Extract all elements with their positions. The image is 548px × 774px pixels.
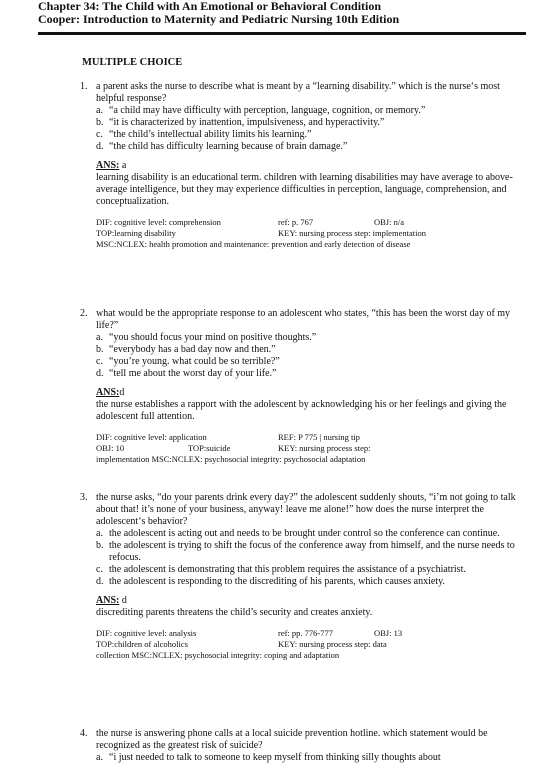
answer-label: ANS: [96, 595, 120, 606]
option-c: c. the adolescent is demonstrating that this problem requires the assistance of a psychiatrist. [96, 564, 466, 575]
meta-key: KEY: nursing process step: implementation [278, 228, 426, 238]
meta-topic: TOP:suicide [188, 443, 231, 453]
document-header [38, 0, 518, 26]
meta-objective: OBJ: n/a [374, 217, 404, 227]
question-text: the nurse asks, “do your parents drink every day?” the adolescent suddenly shouts, “i’m not going to talk about that! it’s none of your business, anyway! leave me alone!” how does the nurse interpret the adolescent‘s behavior? [96, 492, 516, 527]
question-metadata [96, 432, 520, 465]
option-b: b. “everybody has a bad day now and then.” [96, 344, 276, 355]
meta-key: KEY: nursing process step: [278, 443, 371, 453]
meta-msc: collection MSC:NCLEX: psychosocial integrity: coping and adaptation [96, 650, 340, 660]
answer [96, 387, 520, 399]
option-a: a. “you should focus your mind on positive thoughts.” [96, 332, 317, 343]
question-number: 4. [80, 728, 88, 739]
rationale: discrediting parents threatens the child’s security and creates anxiety. [96, 607, 373, 618]
question-text: the nurse is answering phone calls at a local suicide prevention hotline. which statement would be recognized as the greatest risk of suicide? [96, 728, 488, 751]
option-a: a. “a child may have difficulty with perception, language, cognition, or memory.” [96, 105, 426, 116]
meta-reference: ref: pp. 776-777 [278, 628, 334, 638]
question-metadata [96, 628, 520, 661]
question-4 [80, 728, 520, 764]
question-3 [80, 492, 520, 661]
answer [96, 160, 520, 172]
answer-value: a [121, 160, 127, 171]
meta-key: KEY: nursing process step: data [278, 639, 387, 649]
meta-topic: TOP:learning disability [96, 228, 176, 238]
meta-reference: REF: P 775 | nursing tip [278, 432, 360, 442]
question-number: 2. [80, 308, 88, 319]
rationale: the nurse establishes a rapport with the adolescent by acknowledging his or her feelings and giving the adolescent full attention. [96, 399, 507, 422]
option-a: a. the adolescent is acting out and needs to be brought under control so the conference can continue. [96, 528, 500, 539]
question-number: 1. [80, 81, 88, 92]
meta-reference: ref: p. 767 [278, 217, 314, 227]
meta-msc: MSC:NCLEX: health promotion and maintenance: prevention and early detection of disease [96, 239, 411, 249]
question-2 [80, 308, 520, 465]
chapter-title: Chapter 34: The Child with An Emotional or Behavioral Condition [38, 0, 382, 13]
option-b: b. the adolescent is trying to shift the focus of the conference away from himself, and the nurse needs to refocus. [96, 540, 515, 563]
question-metadata [96, 217, 520, 250]
option-d: d. “tell me about the worst day of your life.” [96, 368, 277, 379]
option-c: c. “the child’s intellectual ability limits his learning.” [96, 129, 312, 140]
option-a: a. “i just needed to talk to someone to keep myself from thinking silly thoughts about [96, 752, 441, 763]
option-d: d. the adolescent is responding to the discrediting of his parents, which causes anxiety. [96, 576, 445, 587]
meta-difficulty: DIF: cognitive level: comprehension [96, 217, 221, 227]
answer-value: d [121, 595, 127, 606]
header-rule [38, 32, 526, 35]
question-text: what would be the appropriate response to an adolescent who states, “this has been the worst day of my life?” [96, 308, 511, 331]
answer-label: ANS: [96, 160, 120, 171]
meta-difficulty: DIF: cognitive level: analysis [96, 628, 197, 638]
rationale: learning disability is an educational term. children with learning disabilities may have average to above-average intelligence, but they may experience difficulties in perception, language, comprehension, and conceptualization. [96, 172, 513, 207]
meta-objective: OBJ: 10 [96, 443, 125, 453]
section-title: MULTIPLE CHOICE [82, 57, 183, 68]
question-number: 3. [80, 492, 88, 503]
question-1 [80, 81, 520, 250]
meta-msc: implementation MSC:NCLEX: psychosocial integrity: psychosocial adaptation [96, 454, 366, 464]
answer-value: d [119, 387, 125, 398]
meta-topic: TOP:children of alcoholics [96, 639, 188, 649]
question-text: a parent asks the nurse to describe what is meant by a “learning disability.” which is the nurse‘s most helpful response? [96, 81, 500, 104]
option-c: c. “you’re young. what could be so terrible?” [96, 356, 280, 367]
book-title: Cooper: Introduction to Maternity and Pediatric Nursing 10th Edition [38, 12, 400, 26]
answer [96, 595, 520, 607]
answer-label: ANS: [96, 387, 120, 398]
meta-objective: OBJ: 13 [374, 628, 403, 638]
meta-difficulty: DIF: cognitive level: application [96, 432, 207, 442]
option-d: d. “the child has difficulty learning because of brain damage.” [96, 141, 348, 152]
option-b: b. “it is characterized by inattention, impulsiveness, and hyperactivity.” [96, 117, 385, 128]
